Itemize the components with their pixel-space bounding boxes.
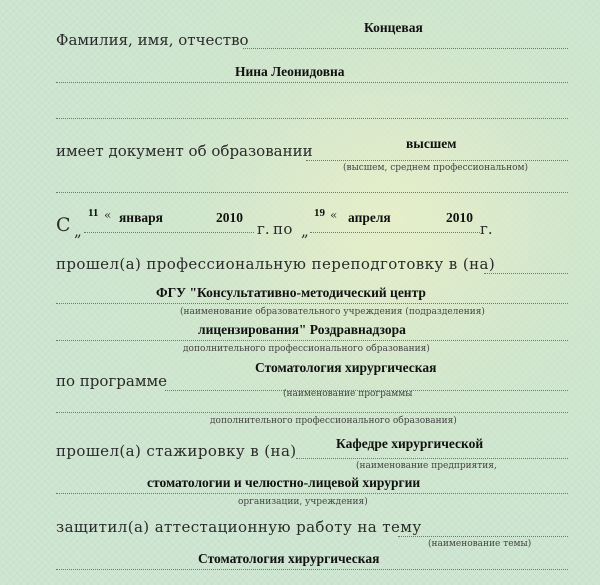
education-extra-line [56,192,568,193]
internship-caption-2: организации, учреждения) [238,497,368,507]
education-label: имеет документ об образовании [56,142,313,160]
given-names-line [56,82,568,83]
program-name: Стоматология хирургическая [255,360,437,375]
period-from-month: января [119,210,163,225]
internship-line-1: Кафедре хирургической [336,436,484,451]
program-caption-2: дополнительного профессионального образования) [210,416,457,426]
period-from-year: 2010 [216,210,243,225]
institution-line-1-rule [56,303,568,304]
period-from-prefix: С [56,214,71,236]
surname-line [243,48,568,49]
thesis-topic-rule [56,569,568,570]
education-caption: (высшем, среднем профессиональном) [343,163,529,173]
period-year-suffix: г. [257,220,270,238]
period-to-year: 2010 [446,210,473,225]
surname-value: Концевая [364,20,423,35]
institution-line-1: ФГУ "Консультативно-методический центр [156,285,426,300]
institution-caption-1: (наименование образовательного учреждения (подразделения) [180,307,485,317]
institution-line-2-rule [56,340,568,341]
thesis-line [398,536,568,537]
internship-label: прошел(а) стажировку в (на) [56,442,297,460]
institution-line-2: лицензирования" Роздравнадзора [198,322,406,337]
period-to-month: апреля [348,210,391,225]
period-to-day: 19 [314,207,325,219]
thesis-caption: (наименование темы) [428,539,532,549]
program-extra-line [56,412,568,413]
internship-line-2-rule [56,493,568,494]
period-quote-open: „ [74,222,82,240]
given-names-value: Нина Леонидовна [235,64,345,79]
surname-label: Фамилия, имя, отчество [56,31,249,49]
name-extra-line [56,118,568,119]
thesis-topic: Стоматология хирургическая [198,551,380,566]
internship-line [296,458,568,459]
retraining-label: прошел(а) профессиональную переподготовку в (на) [56,255,496,273]
education-line [306,160,568,161]
period-quote-close: « [104,208,112,222]
education-value: высшем [406,136,457,151]
internship-line-2: стоматологии и челюстно-лицевой хирургии [147,475,421,490]
period-to-word: по [273,220,293,238]
period-to-quote-open: „ [301,222,309,240]
thesis-label: защитил(а) аттестационную работу на тему [56,518,422,536]
internship-caption-1: (наименование предприятия, [356,461,497,471]
program-caption-1: (наименование программы [283,389,413,399]
period-to-quote-close: « [330,208,338,222]
institution-caption-2: дополнительного профессионального образования) [183,344,430,354]
retraining-line [484,273,568,274]
period-end-suffix: г. [480,220,493,238]
period-to-line [310,232,480,233]
period-from-line [84,232,254,233]
period-from-day: 11 [88,207,99,219]
program-label: по программе [56,372,168,390]
